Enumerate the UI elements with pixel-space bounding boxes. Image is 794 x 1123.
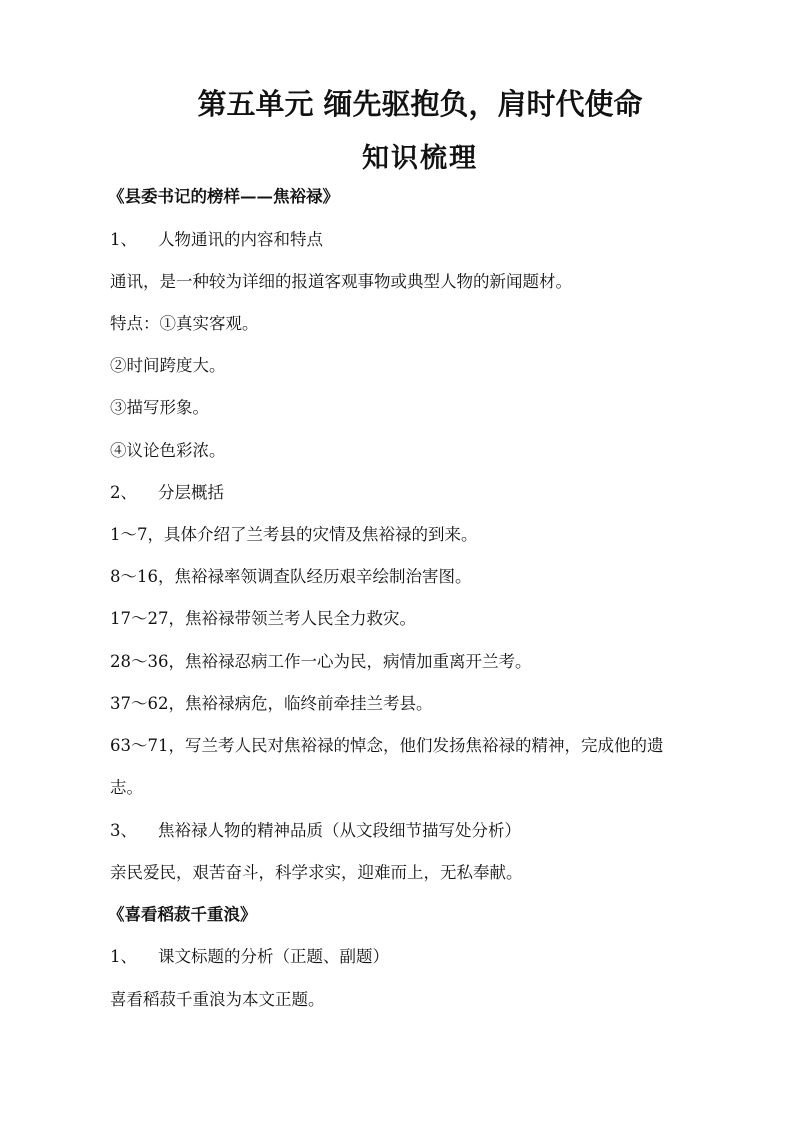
item-text: 分层概括 bbox=[158, 483, 224, 502]
paragraph: ②时间跨度大。 bbox=[110, 356, 226, 375]
item-text: 人物通讯的内容和特点 bbox=[158, 230, 323, 249]
numbered-item bbox=[110, 482, 730, 504]
section-heading-jiao-yulu: 《县委书记的榜样——焦裕禄》 bbox=[108, 187, 339, 206]
paragraph: 37～62，焦裕禄病危，临终前牵挂兰考县。 bbox=[110, 694, 433, 713]
item-number: 3、 bbox=[110, 821, 137, 840]
item-text: 课文标题的分析（正题、副题） bbox=[158, 947, 389, 966]
paragraph: 亲民爱民，艰苦奋斗，科学求实，迎难而上，无私奉献。 bbox=[110, 863, 523, 882]
item-number: 1、 bbox=[110, 230, 137, 249]
paragraph: 8～16，焦裕禄率领调查队经历艰辛绘制治害图。 bbox=[110, 567, 472, 586]
paragraph: 喜看稻菽千重浪为本文正题。 bbox=[110, 990, 325, 1009]
item-text: 焦裕禄人物的精神品质（从文段细节描写处分析） bbox=[158, 821, 521, 840]
page-title: 第五单元 缅先驱抱负，肩时代使命 bbox=[197, 87, 643, 121]
page-subtitle: 知识梳理 bbox=[362, 143, 478, 174]
paragraph: 志。 bbox=[110, 778, 143, 797]
paragraph: 17～27，焦裕禄带领兰考人民全力救灾。 bbox=[110, 609, 416, 628]
section-heading-rice: 《喜看稻菽千重浪》 bbox=[108, 905, 257, 924]
paragraph: ④议论色彩浓。 bbox=[110, 441, 226, 460]
paragraph: 通讯，是一种较为详细的报道客观事物或典型人物的新闻题材。 bbox=[110, 272, 572, 291]
paragraph: 28～36，焦裕禄忍病工作一心为民，病情加重离开兰考。 bbox=[110, 652, 532, 671]
paragraph: 1～7，具体介绍了兰考县的灾情及焦裕禄的到来。 bbox=[110, 525, 478, 544]
paragraph: 特点：①真实客观。 bbox=[110, 314, 259, 333]
item-number: 1、 bbox=[110, 947, 137, 966]
paragraph: 63～71，写兰考人民对焦裕禄的悼念，他们发扬焦裕禄的精神，完成他的遗 bbox=[110, 736, 664, 755]
numbered-item bbox=[110, 820, 730, 842]
item-number: 2、 bbox=[110, 483, 137, 502]
numbered-item bbox=[110, 946, 730, 968]
numbered-item bbox=[110, 229, 730, 251]
paragraph: ③描写形象。 bbox=[110, 398, 209, 417]
